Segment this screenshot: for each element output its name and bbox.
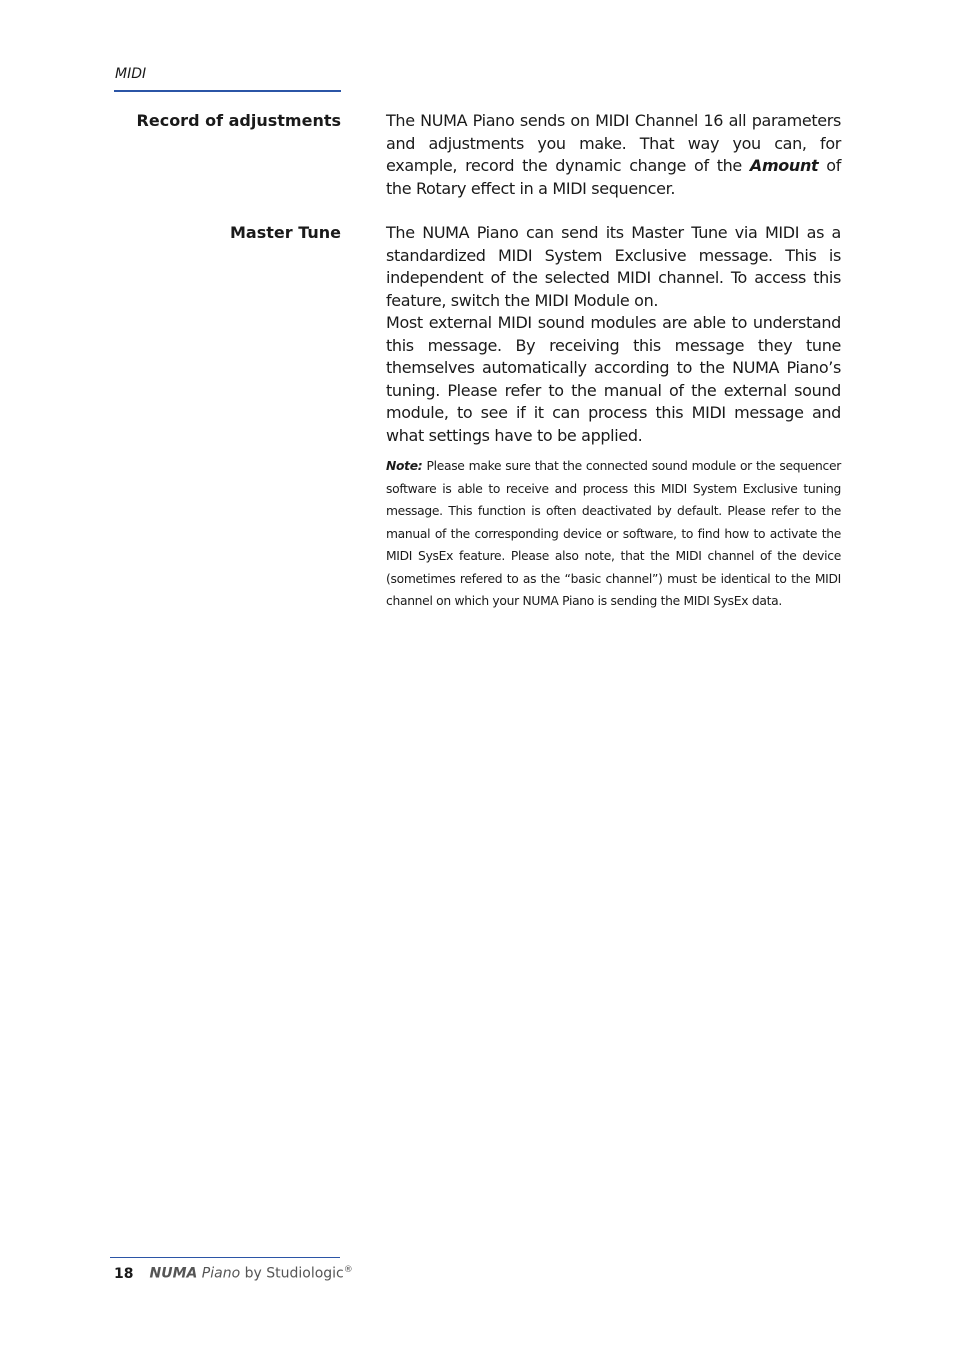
amount-emphasis: Amount (749, 156, 819, 175)
paragraph-text: of the Rotary effect in a MIDI sequencer. (386, 156, 841, 198)
section-label: Master Tune (230, 223, 341, 242)
note-paragraph (386, 455, 841, 613)
page-footer (114, 1265, 353, 1282)
paragraph-text: The NUMA Piano sends on MIDI Channel 16 all parameters and adjustments you make. That way you can, for example, record the dynamic change of the (386, 111, 841, 175)
section-body (386, 222, 841, 613)
brand-product: Piano (201, 1265, 241, 1282)
paragraph: Most external MIDI sound modules are able to understand this message. By receiving this message they tune themselves automatically according to the NUMA Piano’s tuning. Please refer to the manual of the external sound module, to see if it can process this MIDI message and what settings have to be applied. (386, 313, 841, 445)
brand-maker: by Studiologic (244, 1265, 344, 1282)
section-label: Record of adjustments (136, 111, 341, 130)
brand-name: NUMA (149, 1265, 198, 1282)
page-number: 18 (114, 1265, 134, 1282)
note-text: Please make sure that the connected sound module or the sequencer software is able to receive and process this MIDI System Exclusive tuning message. This function is often deactivated by default. Please refer to the manual of the corresponding device or software, to find how to activate the MIDI SysEx feature. Please also note, that the MIDI channel of the device (sometimes refered to as the “basic channel”) must be identical to the MIDI channel on which your NUMA Piano is sending the MIDI SysEx data. (386, 459, 841, 608)
header-divider (114, 90, 341, 92)
footer-divider (110, 1257, 340, 1258)
registered-mark: ® (343, 1265, 353, 1275)
paragraph (386, 110, 841, 200)
section-header: MIDI (115, 66, 147, 82)
paragraph: The NUMA Piano can send its Master Tune via MIDI as a standardized MIDI System Exclusive message. This is independent of the selected MIDI channel. To access this feature, switch the MIDI Module on. (386, 223, 841, 310)
note-label: Note: (386, 459, 423, 473)
section-body (386, 110, 841, 200)
